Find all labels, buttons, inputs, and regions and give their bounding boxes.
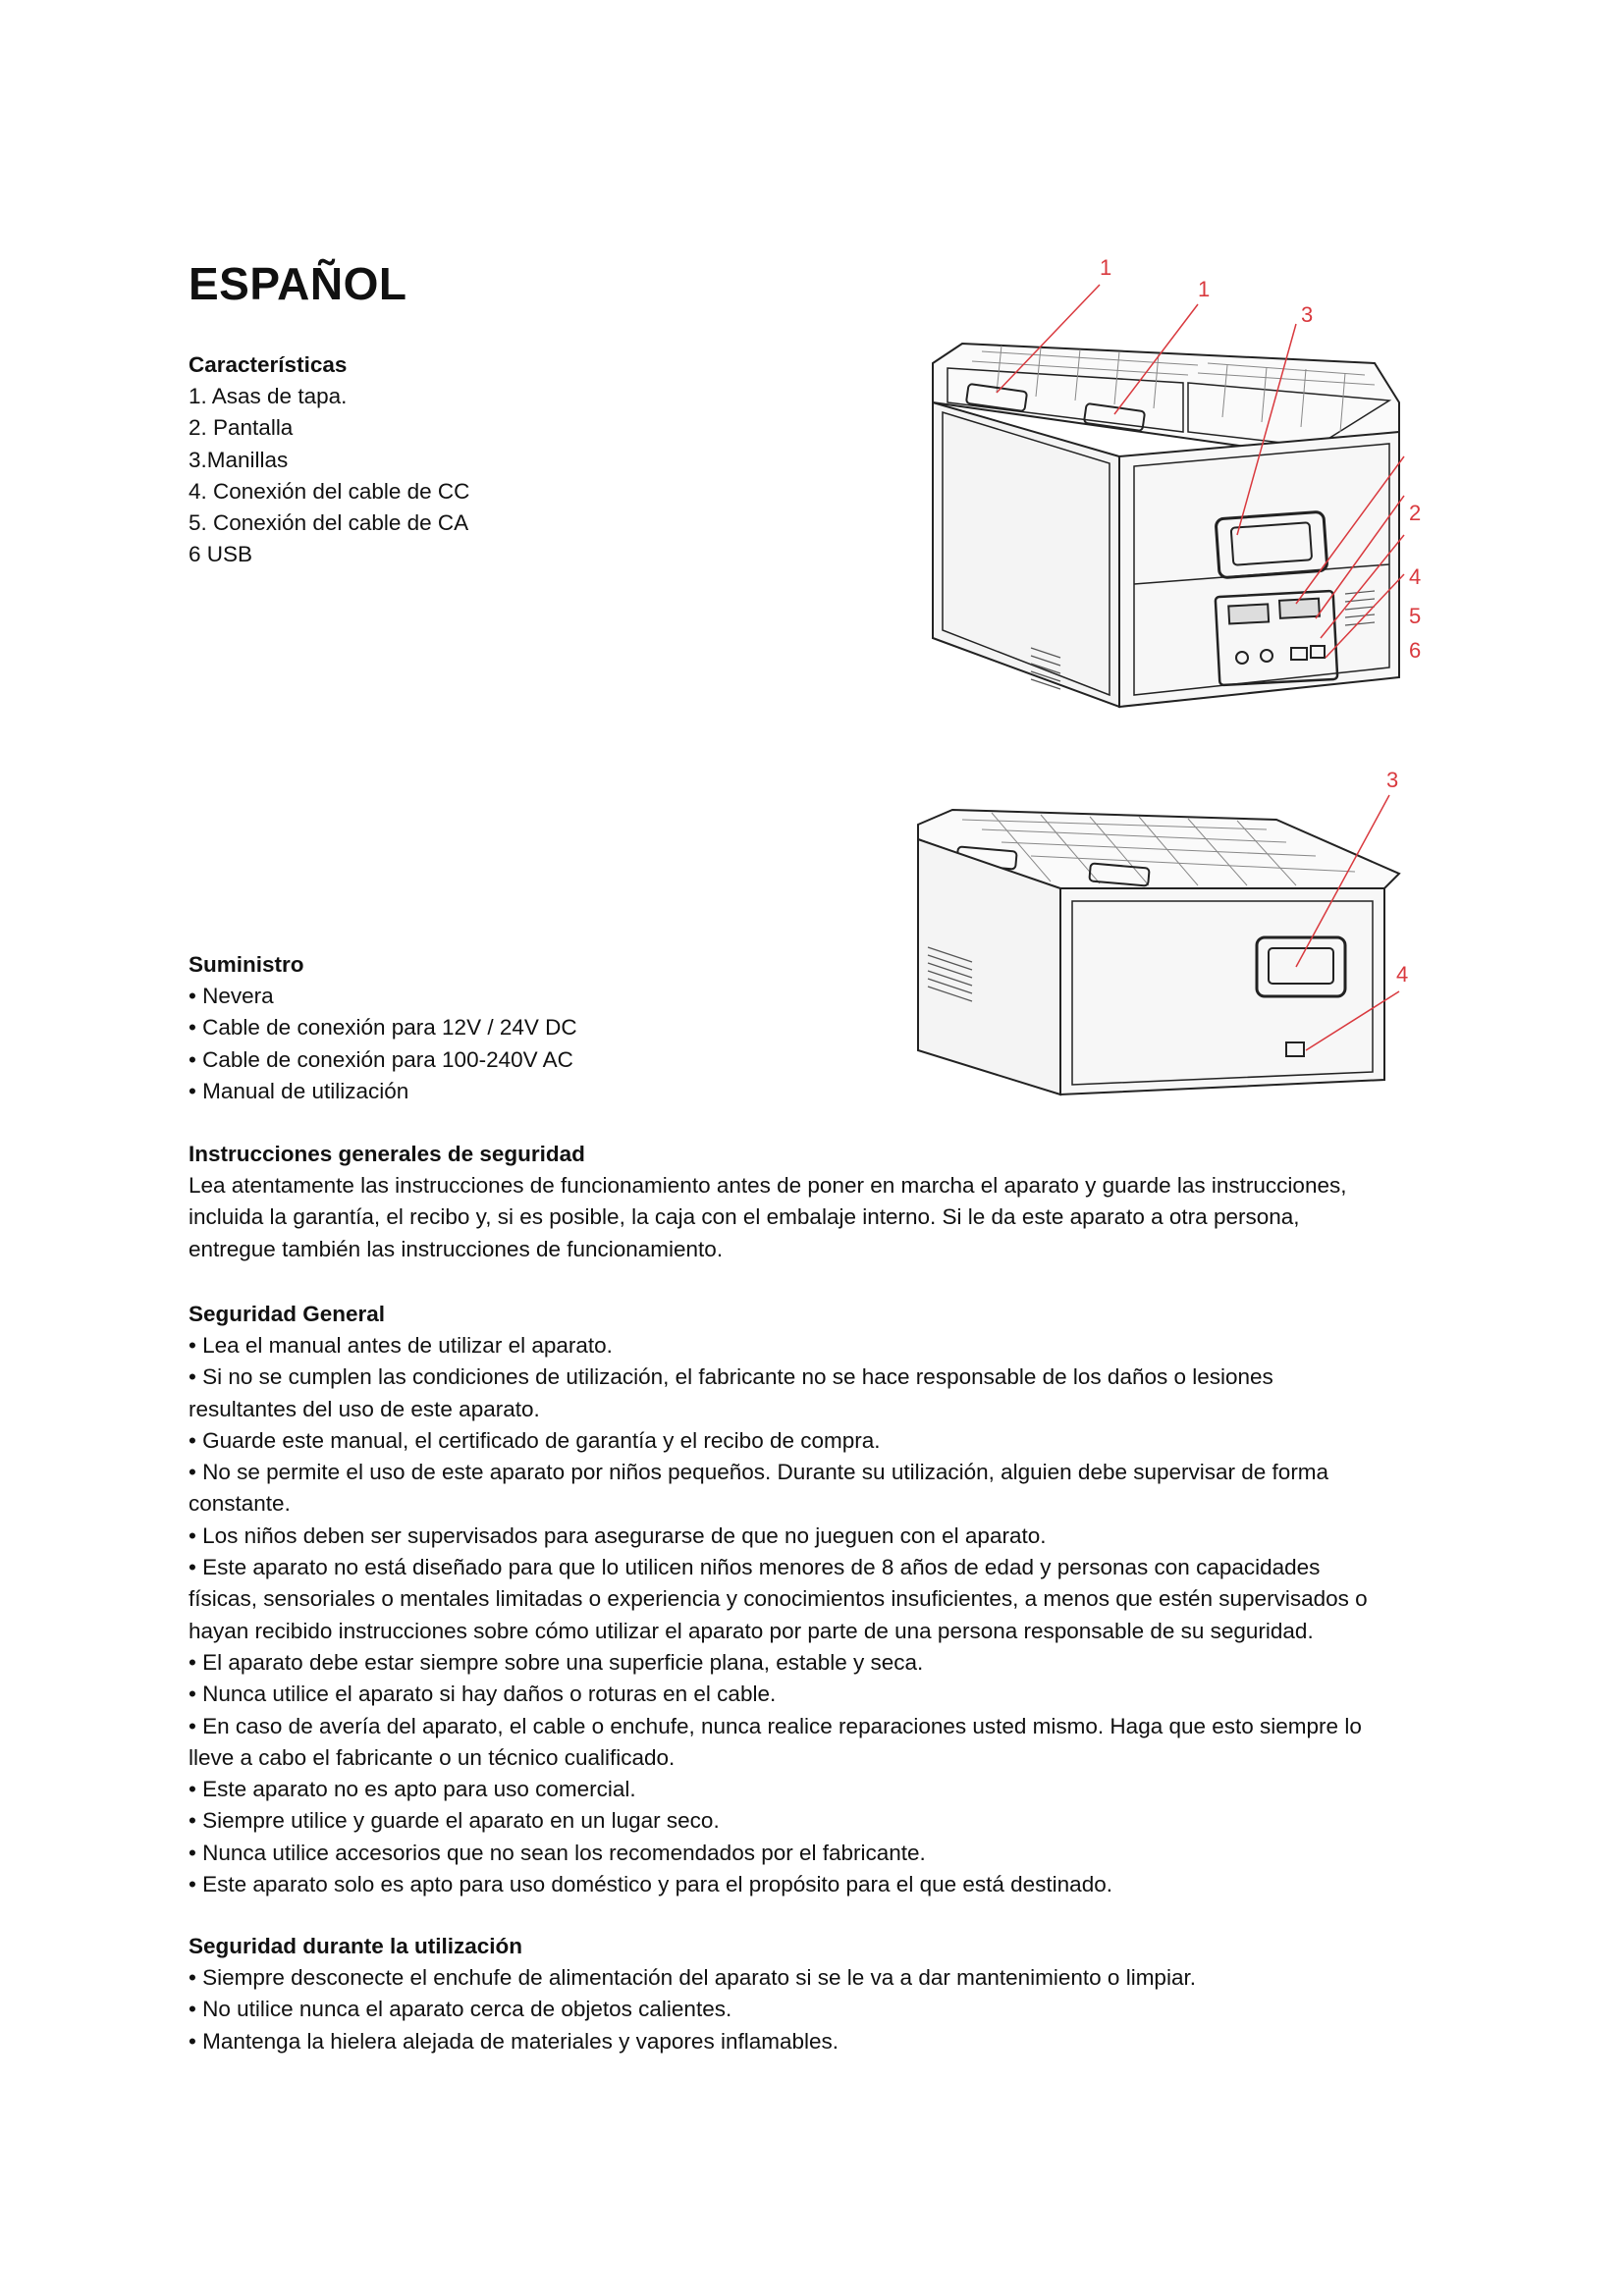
safety-line: • Guarde este manual, el certificado de garantía y el recibo de compra. bbox=[189, 1427, 881, 1453]
safety-line: • Los niños deben ser supervisados para asegurarse de que no jueguen con el aparato. bbox=[189, 1522, 1047, 1548]
feature-item: 2. Pantalla bbox=[189, 415, 294, 441]
general-instructions-heading: Instrucciones generales de seguridad bbox=[189, 1142, 585, 1166]
supply-item: • Cable de conexión para 100-240V AC bbox=[189, 1046, 573, 1072]
safety-line: • Este aparato solo es apto para uso doméstico y para el propósito para el que está destinado. bbox=[189, 1872, 1112, 1897]
safety-line: físicas, sensoriales o mentales limitadas o experiencia y conocimientos insuficientes, a menos que estén supervisados o bbox=[189, 1586, 1368, 1612]
features-section bbox=[189, 349, 738, 571]
safety-line: hayan recibido instrucciones sobre cómo utilizar el aparato por parte de una persona responsable de su seguridad. bbox=[189, 1618, 1314, 1643]
safety-line: lleve a cabo el fabricante o un técnico cualificado. bbox=[189, 1744, 676, 1770]
page-title: ESPAÑOL bbox=[189, 258, 407, 309]
usage-safety-heading: Seguridad durante la utilización bbox=[189, 1934, 523, 1958]
callout-label: 1 bbox=[1198, 277, 1211, 301]
callout-label: 4 bbox=[1396, 962, 1409, 987]
supply-item: • Nevera bbox=[189, 984, 274, 1008]
usage-line: • No utilice nunca el aparato cerca de objetos calientes. bbox=[189, 1997, 732, 2022]
usage-safety-section bbox=[189, 1931, 1494, 2057]
paragraph-line: incluida la garantía, el recibo y, si es posible, la caja con el embalaje interno. Si le da este aparato a otra persona, bbox=[189, 1204, 1300, 1230]
callout-label: 2 bbox=[1409, 501, 1422, 525]
usage-line: • Siempre desconecte el enchufe de alimentación del aparato si se le va a dar mantenimiento o limpiar. bbox=[189, 1965, 1196, 1990]
safety-line: • Nunca utilice accesorios que no sean los recomendados por el fabricante. bbox=[189, 1840, 926, 1865]
safety-line: • Siempre utilice y guarde el aparato en un lugar seco. bbox=[189, 1808, 720, 1834]
usage-line: • Mantenga la hielera alejada de materiales y vapores inflamables. bbox=[189, 2028, 839, 2054]
safety-line: • En caso de avería del aparato, el cable o enchufe, nunca realice reparaciones usted mismo. Haga que esto siempre lo bbox=[189, 1713, 1362, 1738]
supply-item: • Cable de conexión para 12V / 24V DC bbox=[189, 1015, 577, 1041]
safety-line: • No se permite el uso de este aparato por niños pequeños. Durante su utilización, alguien debe supervisar de forma bbox=[189, 1460, 1329, 1485]
features-heading: Características bbox=[189, 352, 348, 377]
safety-line: resultantes del uso de este aparato. bbox=[189, 1396, 540, 1421]
supply-item: • Manual de utilización bbox=[189, 1078, 409, 1103]
safety-line: • Este aparato no está diseñado para que lo utilicen niños menores de 8 años de edad y personas con capacidades bbox=[189, 1555, 1321, 1580]
general-safety-heading: Seguridad General bbox=[189, 1302, 386, 1326]
safety-line: constante. bbox=[189, 1491, 291, 1517]
safety-line: • Si no se cumplen las condiciones de utilización, el fabricante no se hace responsable de los daños o lesiones bbox=[189, 1364, 1273, 1390]
safety-line: • Lea el manual antes de utilizar el aparato. bbox=[189, 1333, 613, 1358]
safety-line: • El aparato debe estar siempre sobre una superficie plana, estable y seca. bbox=[189, 1649, 924, 1675]
safety-line: • Este aparato no es apto para uso comercial. bbox=[189, 1777, 636, 1802]
feature-item: 3.Manillas bbox=[189, 447, 289, 472]
callout-label: 1 bbox=[1100, 255, 1112, 280]
supply-section bbox=[189, 949, 876, 1107]
feature-item: 1. Asas de tapa. bbox=[189, 384, 348, 408]
callout-label: 3 bbox=[1301, 302, 1314, 327]
callout-label: 4 bbox=[1409, 564, 1422, 589]
general-instructions-section bbox=[189, 1139, 1494, 1265]
general-safety-section bbox=[189, 1299, 1494, 1900]
callout-label: 3 bbox=[1386, 768, 1399, 792]
feature-item: 6 USB bbox=[189, 542, 253, 567]
feature-item: 4. Conexión del cable de CC bbox=[189, 478, 470, 504]
fridge-front-diagram bbox=[903, 245, 1434, 736]
safety-line: • Nunca utilice el aparato si hay daños o roturas en el cable. bbox=[189, 1682, 777, 1707]
fridge-back-diagram bbox=[884, 766, 1414, 1158]
callout-label: 5 bbox=[1409, 604, 1422, 628]
paragraph-line: entregue también las instrucciones de funcionamiento. bbox=[189, 1236, 724, 1261]
paragraph-line: Lea atentamente las instrucciones de funcionamiento antes de poner en marcha el aparato y guarde las instrucciones, bbox=[189, 1173, 1347, 1198]
supply-heading: Suministro bbox=[189, 952, 304, 977]
feature-item: 5. Conexión del cable de CA bbox=[189, 510, 469, 536]
callout-label: 6 bbox=[1409, 638, 1422, 663]
